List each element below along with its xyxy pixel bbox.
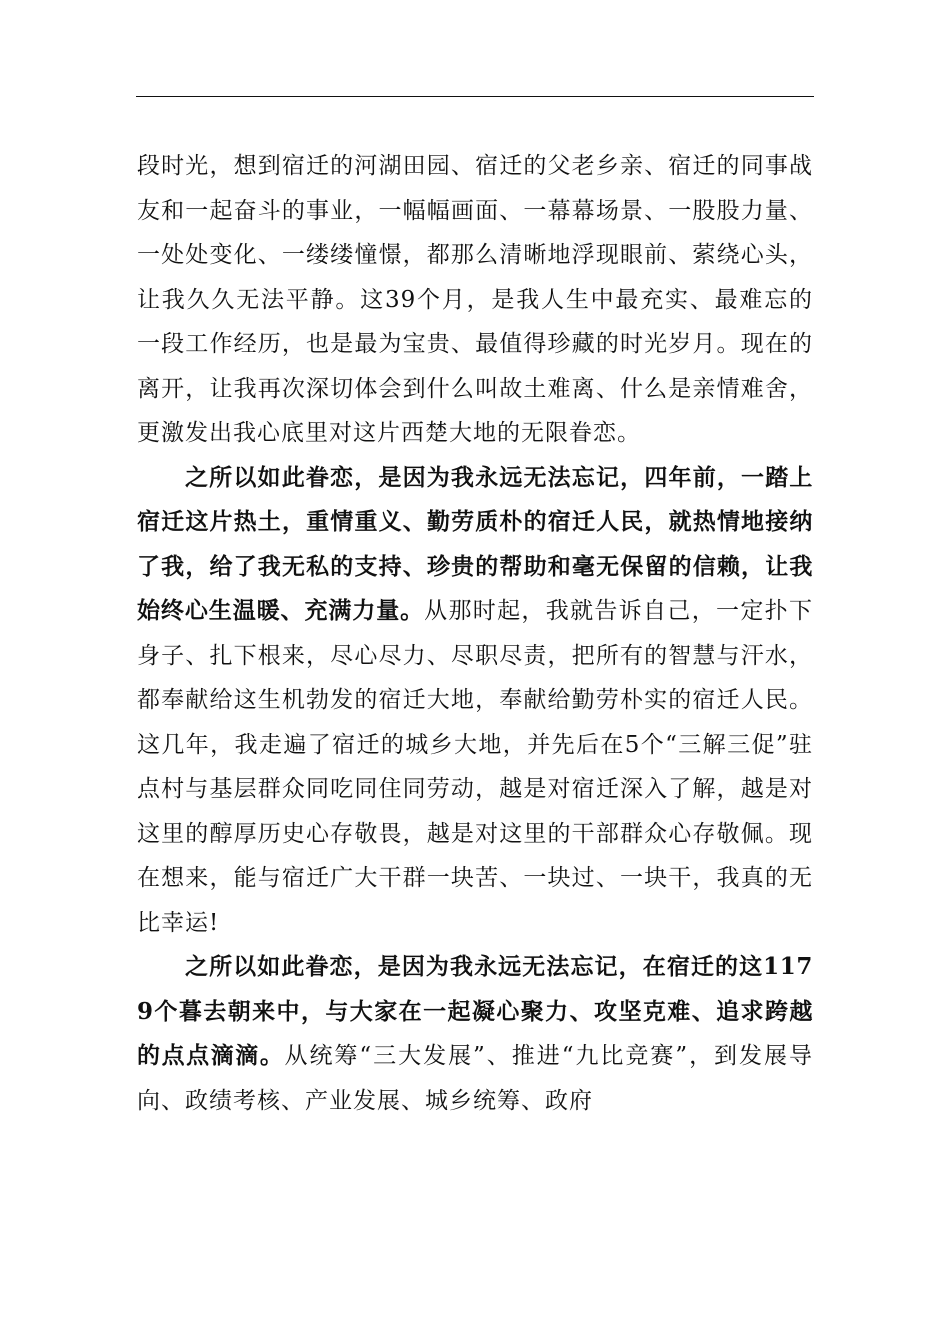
paragraph-2-lead: 之所以如此眷恋，是因为我永远无法忘记，四年前，一踏上宿迁这片热土，重情重义、勤劳质朴的宿迁人民，就热情地接纳了我，给了我无私的支持、珍贵的帮助和毫无保留的信赖，让我始终心生温暖、充满力量。 [137,463,813,624]
paragraph-2-text: 从那时起，我就告诉自己，一定扑下身子、扎下根来，尽心尽力、尽职尽责，把所有的智慧与汗水，都奉献给这生机勃发的宿迁大地，奉献给勤劳朴实的宿迁人民。这几年，我走遍了宿迁的城乡大地，并先后在5个“三解三促”驻点村与基层群众同吃同住同劳动，越是对宿迁深入了解，越是对这里的醇厚历史心存敬畏，越是对这里的干部群众心存敬佩。现在想来，能与宿迁广大干群一块苦、一块过、一块干，我真的无比幸运! [137,598,814,936]
paragraph-1 [137,144,813,456]
paragraph-3 [137,945,813,1123]
paragraph-3-lead: 之所以如此眷恋，是因为我永远无法忘记，在宿迁的这1179个暮去朝来中，与大家在一起凝心聚力、攻坚克难、追求跨越的点点滴滴。 [137,953,813,1069]
paragraph-2 [137,456,813,946]
header-rule [136,96,814,97]
paragraph-1-text: 段时光，想到宿迁的河湖田园、宿迁的父老乡亲、宿迁的同事战友和一起奋斗的事业，一幅幅画面、一幕幕场景、一股股力量、一处处变化、一缕缕憧憬，都那么清晰地浮现眼前、萦绕心头，让我久久无法平静。这39个月，是我人生中最充实、最难忘的一段工作经历，也是最为宝贵、最值得珍藏的时光岁月。现在的离开，让我再次深切体会到什么叫故土难离、什么是亲情难舍，更激发出我心底里对这片西楚大地的无限眷恋。 [137,153,813,446]
document-body [137,144,813,1123]
paragraph-3-text: 从统筹“三大发展”、推进“九比竞赛”，到发展导向、政绩考核、产业发展、城乡统筹、政府 [137,1043,813,1114]
